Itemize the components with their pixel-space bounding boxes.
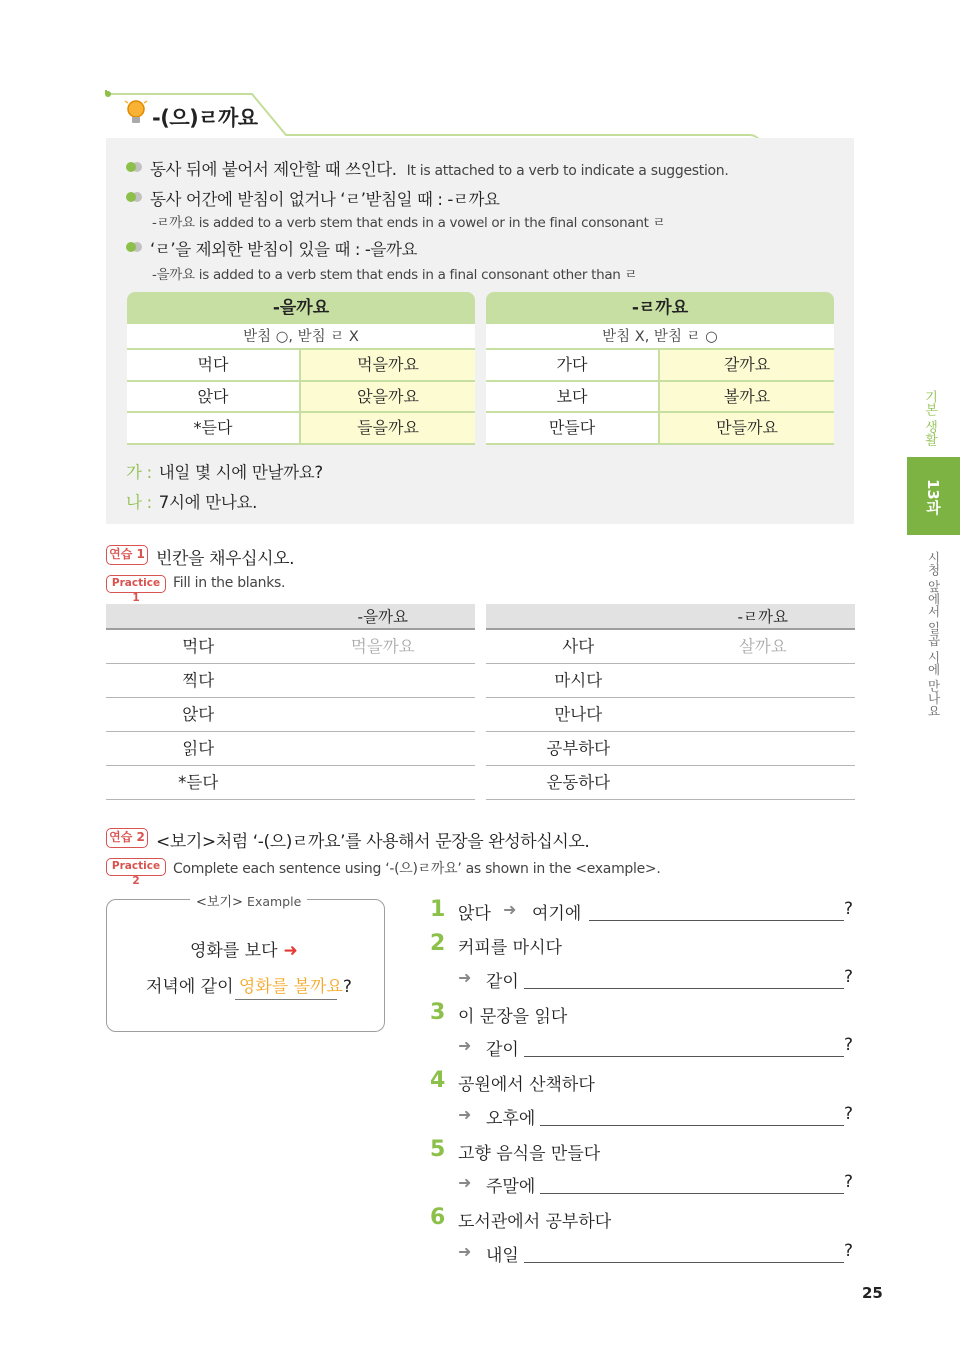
practice1-badge: 연습 1 [106,545,148,565]
item-number: 1 [430,897,446,922]
practice1-badge-en: Practice 1 [106,575,166,593]
verb-cell: 먹다 [127,350,301,380]
item-prompt: 커피를 마시다 [458,938,562,958]
example-label [190,891,307,910]
conjugation-table-eul [127,292,475,445]
rule-english: It is attached to a verb to indicate a suggestion. [406,163,729,179]
rule-english: -을까요 is added to a verb stem that ends in a final consonant other than ㄹ [152,267,638,283]
table-head-label: -ㄹ까요 [737,608,788,626]
table-row [486,732,855,766]
practice2-subtitle: Complete each sentence using ‘-(으)ㄹ까요’ as shown in the <example>. [173,861,661,877]
arrow-right-icon: ➜ [458,1036,472,1055]
answer-line[interactable] [540,1193,844,1194]
practice1-table-eul [106,604,475,800]
item-prompt: 공원에서 산책하다 [458,1075,595,1095]
item-number: 5 [430,1137,446,1162]
table-subhead: 받침 ○, 받침 ㄹ X [127,324,475,350]
verb-cell: *듣다 [178,773,219,792]
table-row [106,630,475,664]
example-answer-pre: 저녁에 같이 [146,977,239,997]
dialogue-text: 내일 몇 시에 만날까요? [158,463,323,482]
item-number: 2 [430,931,446,956]
side-lesson-title: 시청 앞에서 일곱 시에 만나요 [926,551,941,717]
arrow-right-icon: ➜ [458,1242,472,1261]
question-mark: ? [844,967,854,987]
item-number: 6 [430,1205,446,1230]
practice2-title: <보기>처럼 ‘-(으)ㄹ까요’를 사용해서 문장을 완성하십시오. [156,832,590,852]
verb-cell: 사다 [562,637,595,656]
question-mark: ? [844,1035,854,1055]
rule-text: 동사 어간에 받침이 없거나 ‘ㄹ’받침일 때 : -ㄹ까요 [150,190,500,209]
arrow-right-icon: ➜ [458,1105,472,1124]
table-row [127,413,475,445]
answer-blank[interactable] [671,698,856,731]
practice2-badge: 연습 2 [106,828,148,848]
table-row [106,766,475,800]
answer-line[interactable] [524,1262,844,1263]
table-head: -ㄹ까요 [486,292,834,324]
table-row [127,350,475,382]
item-lead: 오후에 [486,1109,536,1129]
answer-example: 살까요 [738,637,787,656]
item-lead: 여기에 [532,904,582,924]
form-cell: 들을까요 [301,413,475,443]
practice1-title: 빈칸을 채우십시오. [156,549,295,569]
example-box [106,899,385,1032]
side-lesson-label: 13과 [924,479,942,515]
verb-cell: 만들다 [486,413,660,443]
table-row [486,698,855,732]
side-section-label: 기본 생활 [922,390,937,447]
table-row [106,698,475,732]
grammar-rule-2 [124,186,500,210]
item-lead: 내일 [486,1246,519,1266]
example-prompt [190,936,298,961]
verb-cell: 찍다 [182,671,215,690]
conjugation-table-l [486,292,834,445]
answer-line[interactable] [524,988,844,989]
table-row [486,766,855,800]
table-head-label: -을까요 [357,608,408,626]
example-prompt-text: 영화를 보다 [190,941,278,961]
verb-cell: 운동하다 [546,773,611,792]
rule-text: ‘ㄹ’을 제외한 받침이 있을 때 : -을까요 [150,240,418,259]
question-mark: ? [844,1241,854,1261]
practice1-subtitle: Fill in the blanks. [173,575,286,591]
arrow-right-icon: ➜ [458,1173,472,1192]
answer-line[interactable] [540,1125,844,1126]
answer-line[interactable] [589,920,844,921]
side-lesson-tab [907,457,960,535]
table-row [127,382,475,414]
table-row [106,732,475,766]
form-cell: 만들까요 [660,413,834,443]
form-cell: 앉을까요 [301,382,475,412]
grammar-rule-1 [124,156,729,180]
verb-cell: 앉다 [182,705,215,724]
practice1-table-l [486,604,855,800]
answer-blank[interactable] [291,766,476,799]
verb-cell: 보다 [486,382,660,412]
page-number: 25 [862,1284,883,1302]
table-row [486,382,834,414]
answer-blank[interactable] [671,664,856,697]
answer-blank[interactable] [671,766,856,799]
dialogue-text: 7시에 만나요. [158,493,258,512]
table-head: -을까요 [127,292,475,324]
lightbulb-icon [124,98,148,128]
item-number: 4 [430,1068,446,1093]
question-mark: ? [844,1172,854,1192]
form-cell: 먹을까요 [301,350,475,380]
item-lead: 같이 [486,972,519,992]
dialogue-line-2 [126,489,257,513]
item-prompt: 앉다 [458,904,491,924]
verb-cell: 읽다 [182,739,215,758]
question-mark: ? [844,1104,854,1124]
table-subhead: 받침 X, 받침 ㄹ ○ [486,324,834,350]
example-answer-highlight: 영화를 볼까요 [238,977,343,997]
verb-cell: 먹다 [182,637,215,656]
answer-blank[interactable] [671,732,856,765]
example-answer [146,972,352,997]
answer-line[interactable] [524,1056,844,1057]
rule-text: 동사 뒤에 붙어서 제안할 때 쓰인다. [150,160,397,179]
table-row [106,664,475,698]
item-number: 3 [430,1000,446,1025]
item-lead: 같이 [486,1040,519,1060]
example-answer-post: ? [342,977,352,997]
example-underline [235,999,337,1000]
verb-cell: *듣다 [127,413,301,443]
rule-english: -ㄹ까요 is added to a verb stem that ends in a vowel or in the final consonant ㄹ [152,215,666,231]
answer-blank[interactable] [291,732,476,765]
verb-cell: 앉다 [127,382,301,412]
example-label-en: Example [247,894,302,909]
arrow-right-icon: ➜ [503,900,517,919]
arrow-right-icon: ➜ [458,968,472,987]
table-head [486,604,855,630]
answer-example: 먹을까요 [350,637,415,656]
form-cell: 갈까요 [660,350,834,380]
item-prompt: 도서관에서 공부하다 [458,1212,612,1232]
verb-cell: 마시다 [554,671,603,690]
verb-cell: 가다 [486,350,660,380]
question-mark: ? [844,899,854,919]
table-row [486,350,834,382]
table-row [486,664,855,698]
grammar-title: -(으)ㄹ까요 [152,106,258,130]
example-label-kr: <보기> [196,895,243,910]
item-lead: 주말에 [486,1177,536,1197]
answer-blank[interactable] [291,664,476,697]
answer-blank[interactable] [291,698,476,731]
grammar-rule-3 [124,236,417,260]
verb-cell: 만나다 [554,705,603,724]
practice2-badge-en: Practice 2 [106,858,166,876]
item-prompt: 고향 음식을 만들다 [458,1144,601,1164]
arrow-right-icon: ➜ [283,941,298,961]
item-prompt: 이 문장을 읽다 [458,1007,568,1027]
verb-cell: 공부하다 [546,739,611,758]
dialogue-line-1 [126,459,323,483]
table-row [486,413,834,445]
form-cell: 볼까요 [660,382,834,412]
table-head [106,604,475,630]
speaker-label: 가 : [126,463,152,482]
speaker-label: 나 : [126,493,152,512]
table-row [486,630,855,664]
